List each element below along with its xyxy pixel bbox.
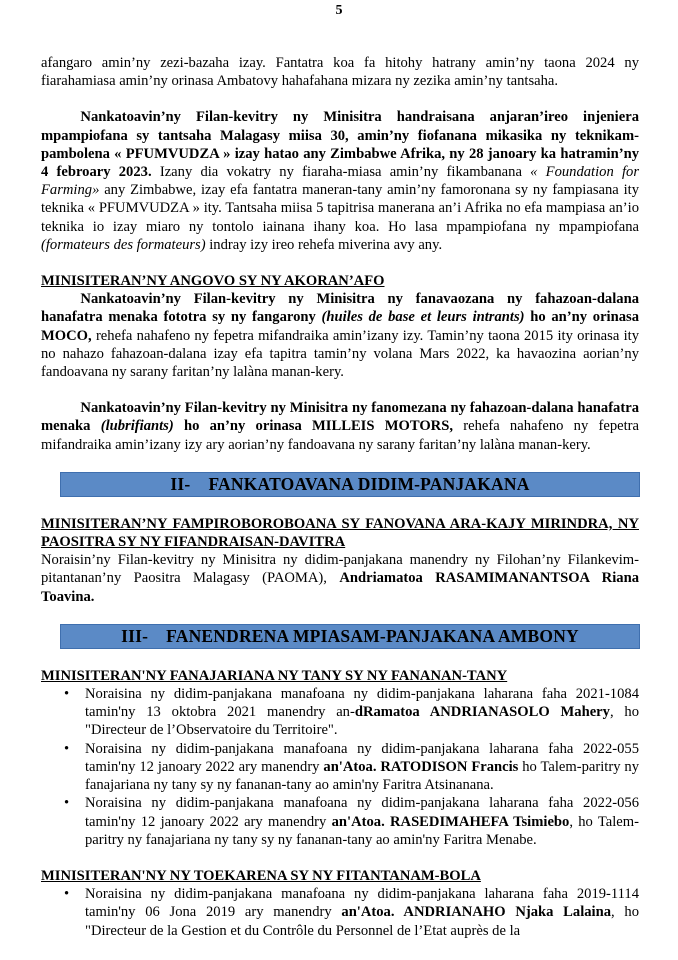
list-item: • Noraisina ny didim-panjakana manafoana ny didim-panjakana laharana faha 2022-055 tamin'ny 12 janoary 2022 ary manendry an'Atoa. RATODISON Francis ho Talem-paritry ny fanajariana ny tany sy ny fananan-tany ao amin'ny Faritra Atsinanana. [85, 740, 639, 795]
paragraph-moco: Nankatoavin’ny Filan-kevitry ny Minisitra ny fanavaozana ny fahazoan-dalana hanafatra menaka fototra sy ny fangarony (huiles de base et leurs intrants) ho an’ny orinasa MOCO, rehefa nahafeno ny fepetra mifandraika amin’izany izy. Tamin’ny taona 2015 ity orinasa ity no nahazo fahazoan-dalana izay efa tapitra tamin’ny volana Mars 2022, ka havaozina aorian’ny fandoavana ny sarany faritan’ny lalàna manan-kery. [41, 291, 639, 381]
heading-ministry-posts: MINISITERAN’NY FAMPIROBOROBOANA SY FANOVANA ARA-KAJY MIRINDRA, NY PAOSITRA SY NY FIFANDRAISAN-DAVITRA [41, 515, 639, 551]
page-number: 5 [335, 3, 343, 18]
heading-ministry-energy: MINISITERAN’NY ANGOVO SY NY AKORAN’AFO [41, 273, 385, 290]
heading-ministry-public-service: MINISITERAN'NY NY TOEKARENA SY NY FITANTANAM-BOLA [41, 867, 481, 884]
paragraph-milleis: Nankatoavin’ny Filan-kevitry ny Minisitra ny fanomezana ny fahazoan-dalana hanafatra menaka (lubrifiants) ho an’ny orinasa MILLEIS MOTORS, rehefa nahafeno ny fepetra mifandraika amin’izany izy ary aorian’ny fandoavana ny sarany faritan’ny lalàna manan-kery. [41, 400, 640, 453]
paragraph-intro-continued: afangaro amin’ny zezi-bazaha izay. Fantatra koa fa hitohy hatrany amin’ny taona 2024 ny fiarahamiasa amin’ny orinasa Ambatovy hahafahana mizara ny zezika amin’ny tantsaha. [41, 55, 639, 90]
list-item: • Noraisina ny didim-panjakana manafoana ny didim-panjakana laharana faha 2021-1084 tamin'ny 13 oktobra 2021 manendry an-dRamatoa ANDRIANASOLO Mahery, ho "Directeur de l’Observatoire du Territoire". [85, 685, 639, 740]
list-public-service [41, 885, 639, 940]
paragraph-pfumvudza: Nankatoavin’ny Filan-kevitry ny Minisitra handraisana anjaran’ireo injeniera mpampiofana sy tantsaha Malagasy miisa 30, amin’ny fiofanana mikasika ny teknikam-pambolena « PFUMVUDZA » izay hatao any Zimbabwe Afrika, ny 28 janoary ka hatramin’ny 4 febroary 2023. Izany dia vokatry ny fiaraha-miasa amin’ny fikambanana « Foundation for Farming» any Zimbabwe, izay efa fantatra maneran-tany amin’ny famoronana sy ny fampiasana ity teknika « PFUMVUDZA » ity. Tantsaha miisa 5 tapitrisa manerana an’i Afrika no efa mampiasa an’io teknika io izay miaro ny tontolo iainana ihany koa. Ho lasa mpampiofana ny mpampiofana (formateurs des formateurs) indray izy ireo rehefa miverina avy any. [41, 109, 639, 253]
paragraph-paoma: Noraisin’ny Filan-kevitry ny Minisitra ny didim-panjakana manendry ny Filohan’ny Filankevim-pitantanan’ny Paositra Malagasy (PAOMA), Andriamatoa RASAMIMANANTSOA Riana Toavina. [41, 552, 639, 605]
section-header-3: III- FANENDRENA MPIASAM-PANJAKANA AMBONY [60, 624, 640, 649]
list-item: • Noraisina ny didim-panjakana manafoana ny didim-panjakana laharana faha 2022-056 tamin'ny 12 janoary 2022 ary manendry an'Atoa. RASEDIMAHEFA Tsimiebo, ho Talem-paritry ny fanajariana ny tany sy ny fananan-tany ao amin'ny Faritra Menabe. [85, 794, 639, 849]
document-body [41, 54, 639, 940]
list-land [41, 685, 639, 849]
section-header-2: II- FANKATOAVANA DIDIM-PANJAKANA [60, 472, 640, 497]
heading-ministry-land: MINISITERAN'NY FANAJARIANA NY TANY SY NY FANANAN-TANY [41, 667, 508, 684]
list-item: • Noraisina ny didim-panjakana manafoana ny didim-panjakana laharana faha 2019-1114 tamin'ny 06 Jona 2019 ary manendry an'Atoa. ANDRIANAHO Njaka Lalaina, ho "Directeur de la Gestion et du Contrôle du Personnel de l’Etat auprès de la [85, 885, 639, 940]
